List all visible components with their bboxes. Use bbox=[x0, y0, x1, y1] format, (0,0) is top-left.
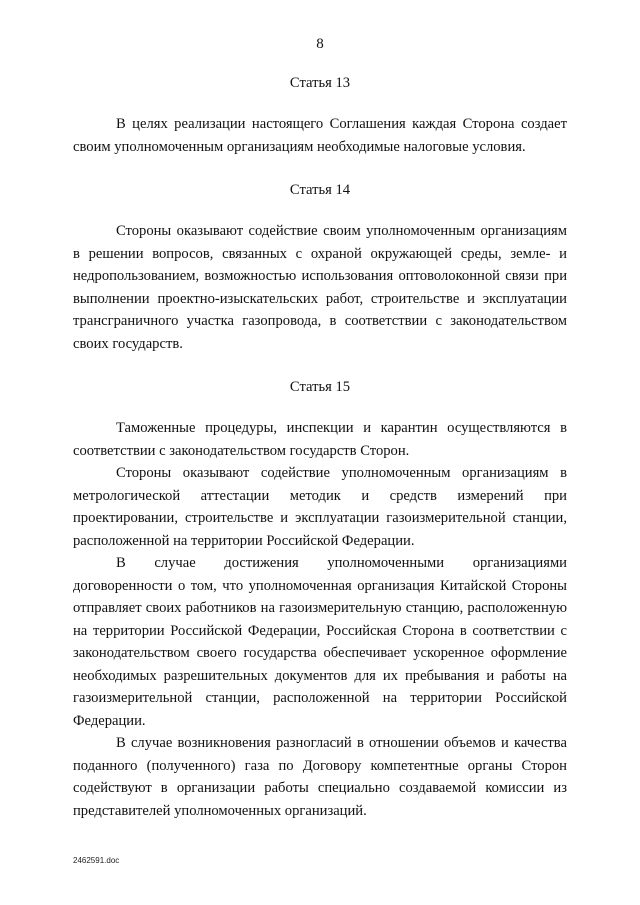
article-paragraph: В целях реализации настоящего Соглашения каждая Сторона создает своим уполномоченным организациям необходимые налоговые условия. bbox=[73, 116, 567, 155]
article-15 bbox=[73, 376, 567, 822]
article-title: Статья 15 bbox=[289, 379, 351, 395]
article-paragraph: В случае достижения уполномоченными организациями договоренности о том, что уполномоченная организация Китайской Стороны отправляет своих работников на газоизмерительную станцию, расположенную на территории Российской Федерации, Российская Сторона в соответствии с законодательством своего государства обеспечивает ускоренное оформление необходимых разрешительных документов для их пребывания и работы на газоизмерительной станции, расположенной на территории Российской Федерации. bbox=[73, 555, 567, 729]
article-paragraph: Стороны оказывают содействие своим уполномоченным организациям в решении вопросов, связанных с охраной окружающей среды, земле- и недропользованием, возможностью использования оптоволоконной связи при выполнении проектно-изыскательских работ, строительстве и эксплуатации трансграничного участка газопровода, в соответствии с законодательством своих государств. bbox=[73, 223, 567, 352]
article-title: Статья 14 bbox=[289, 182, 351, 198]
article-title: Статья 13 bbox=[289, 75, 351, 91]
article-paragraph: Таможенные процедуры, инспекции и карантин осуществляются в соответствии с законодательством государств Сторон. bbox=[73, 420, 567, 459]
article-paragraph: В случае возникновения разногласий в отношении объемов и качества поданного (полученного) газа по Договору компетентные органы Сторон содействуют в организации работы специально создаваемой комиссии из представителей уполномоченных организаций. bbox=[73, 735, 567, 819]
article-paragraph: Стороны оказывают содействие уполномоченным организациям в метрологической аттестации методик и средств измерений при проектировании, строительстве и эксплуатации газоизмерительной станции, расположенной на территории Российской Федерации. bbox=[73, 465, 567, 549]
document-filename: 2462591.doc bbox=[73, 856, 120, 865]
document-body bbox=[73, 72, 567, 822]
page-number: 8 bbox=[316, 36, 324, 52]
article-14 bbox=[73, 179, 567, 355]
article-13 bbox=[73, 72, 567, 158]
